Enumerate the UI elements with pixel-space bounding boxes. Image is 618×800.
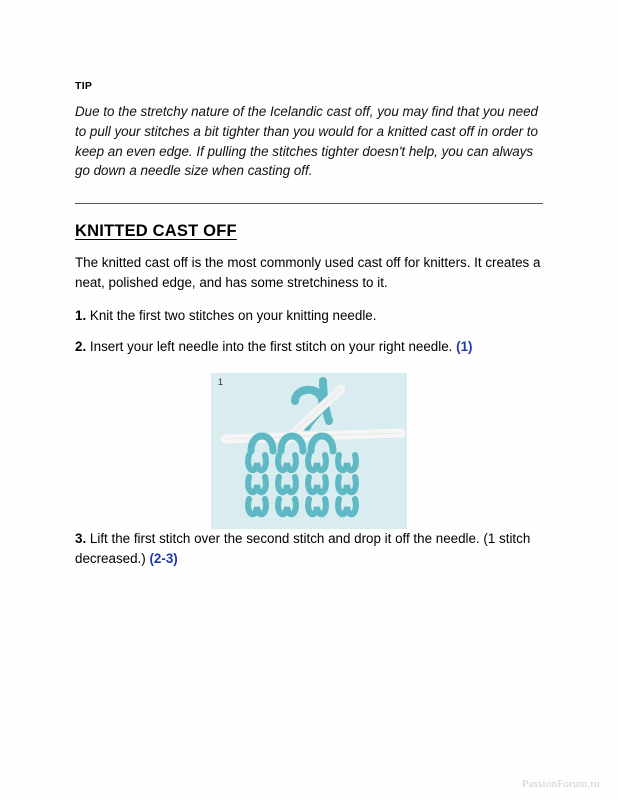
section-intro: The knitted cast off is the most commonly used cast off for knitters. It creates a neat, polished edge, and has some stretchiness to it. — [75, 255, 541, 291]
step-3-text: Lift the first stitch over the second stitch and drop it off the needle. (1 stitch decreased.) — [75, 530, 531, 566]
figure-1 — [211, 373, 407, 529]
tip-block — [75, 80, 543, 181]
step-2 — [75, 337, 543, 357]
step-3-figure-ref: (2-3) — [149, 550, 178, 566]
tip-body: Due to the stretchy nature of the Icelandic cast off, you may find that you need to pull your stitches a bit tighter than you would for a knitted cast off in order to keep an even edge. If pulling the stitches tighter doesn't help, you can always go down a needle size when casting off. — [75, 104, 538, 179]
step-1 — [75, 306, 543, 326]
page-title: KNITTED CAST OFF — [75, 222, 237, 241]
step-3 — [75, 529, 543, 569]
step-2-number: 2. — [75, 338, 87, 354]
tip-label: TIP — [75, 80, 93, 92]
step-2-text: Insert your left needle into the first stitch on your right needle. — [89, 338, 453, 354]
step-2-figure-ref: (1) — [456, 338, 473, 354]
step-3-number: 3. — [75, 530, 87, 546]
step-1-number: 1. — [75, 307, 87, 323]
figure-container — [75, 373, 543, 529]
knitting-illustration — [211, 373, 407, 529]
watermark: PassionForum.ru — [522, 778, 600, 790]
section-divider — [75, 203, 543, 204]
step-1-text: Knit the first two stitches on your knitting needle. — [89, 307, 377, 323]
figure-number-label: 1 — [218, 376, 224, 387]
page-content — [75, 80, 543, 580]
